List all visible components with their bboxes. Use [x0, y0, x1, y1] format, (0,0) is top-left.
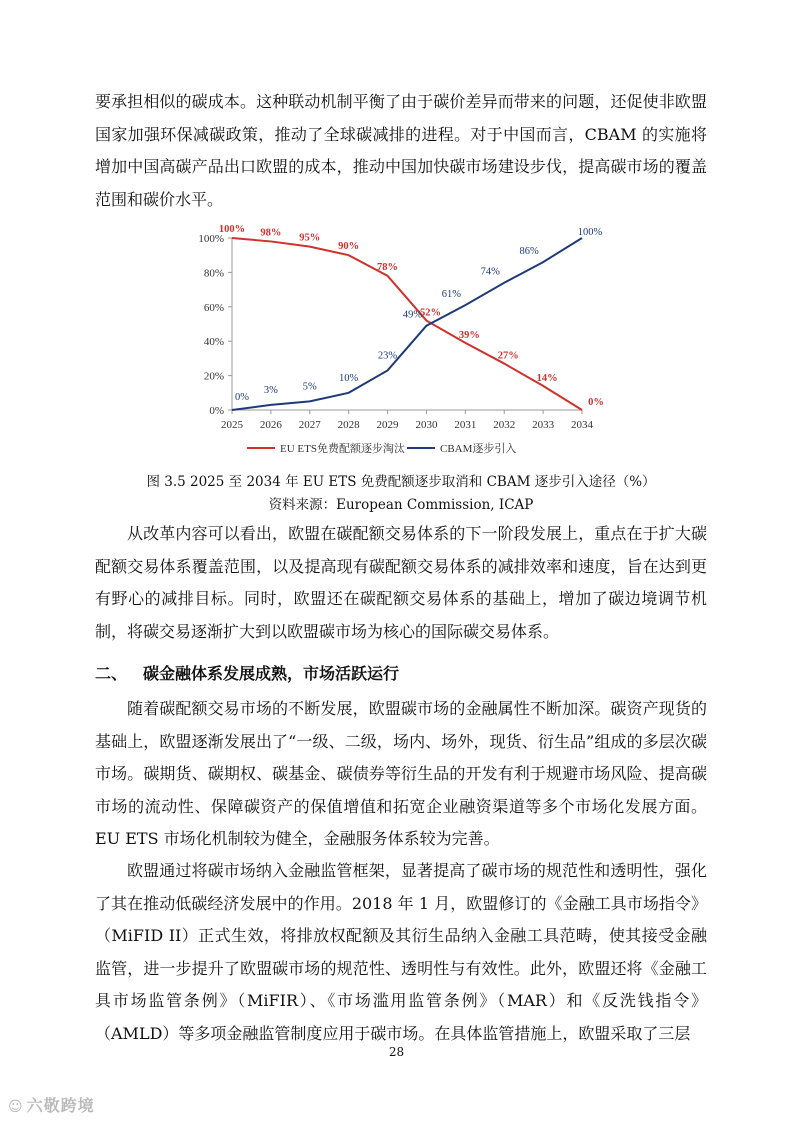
paragraph-2: 从改革内容可以看出，欧盟在碳配额交易体系的下一阶段发展上，重点在于扩大碳配额交易体系覆盖范围，以及提高现有碳配额交易体系的减排效率和速度，旨在达到更有野心的减排目标。同时，欧盟还在碳配额交易体系的基础上，增加了碳边境调节机制，将碳交易逐渐扩大到以欧盟碳市场为核心的国际碳交易体系。 [95, 524, 707, 641]
paragraph-4: 欧盟通过将碳市场纳入金融监管框架，显著提高了碳市场的规范性和透明性，强化了其在推动低碳经济发展中的作用。2018 年 1 月，欧盟修订的《金融工具市场指令》（MiFID II）正式生效，将排放权配额及其衍生品纳入金融工具范畴，使其接受金融监管，进一步提升了欧盟碳市场的规范性、透明性与有效性。此外，欧盟还将《金融工具市场监管条例》（MiFIR）、《市场滥用监管条例》（MAR）和《反洗钱指令》（AMLD）等多项金融监管制度应用于碳市场。在具体监管措施上，欧盟采取了三层 [95, 861, 707, 1043]
data-label: 3% [263, 384, 278, 396]
section-title: 碳金融体系发展成熟，市场活跃运行 [143, 664, 400, 683]
x-tick-label: 2032 [493, 419, 516, 431]
section-number: 二、 [95, 664, 128, 683]
paragraph-3: 随着碳配额交易市场的不断发展，欧盟碳市场的金融属性不断加深。碳资产现货的基础上，欧盟逐渐发展出了“一级、二级，场内、场外，现货、衍生品”组成的多层次碳市场。碳期货、碳期权、碳基金、碳债券等衍生品的开发有利于规避市场风险、提高碳市场的流动性、保障碳资产的保值增值和拓宽企业融资渠道等多个市场化发展方面。EU ETS 市场化机制较为健全，金融服务体系较为完善。 [95, 699, 707, 848]
data-label: 74% [480, 266, 500, 278]
data-label: 10% [339, 372, 359, 384]
data-label: 78% [377, 261, 399, 273]
data-label: 0% [588, 397, 604, 408]
section-heading [95, 661, 399, 684]
data-label: 61% [441, 289, 461, 301]
figure-source: 资料来源：European Commission, ICAP [268, 497, 534, 513]
y-tick-label: 0% [209, 405, 224, 417]
data-label: 23% [377, 350, 398, 362]
series-line-cbam [232, 238, 582, 410]
chart-axes [232, 238, 582, 410]
data-label: 100% [577, 227, 603, 238]
data-label: 0% [235, 392, 249, 403]
data-label: 49% [402, 309, 423, 321]
data-label: 39% [458, 329, 480, 341]
watermark-logo-icon: ☺ [8, 1099, 24, 1115]
data-label: 86% [519, 246, 539, 258]
data-label: 27% [497, 350, 519, 362]
figure-caption: 图 3.5 2025 至 2034 年 EU ETS 免费配额逐步取消和 CBAM 逐步引入途径（%） [146, 474, 656, 490]
data-label: 95% [299, 232, 321, 244]
y-tick-label: 60% [203, 301, 224, 314]
x-tick-label: 2033 [532, 419, 555, 431]
x-tick-label: 2031 [454, 419, 477, 431]
watermark [8, 1093, 95, 1116]
data-label: 100% [218, 224, 246, 235]
data-label: 52% [419, 307, 441, 319]
paragraph-1: 要承担相似的碳成本。这种联动机制平衡了由于碳价差异而带来的问题，还促使非欧盟国家加强环保减碳政策，推动了全球碳减排的进程。对于中国而言，CBAM 的实施将增加中国高碳产品出口欧盟的成本，推动中国加快碳市场建设步伐，提高碳市场的覆盖范围和碳价水平。 [95, 92, 707, 209]
x-tick-label: 2027 [298, 419, 321, 431]
y-tick-label: 100% [198, 233, 224, 245]
page-number: 28 [388, 1045, 405, 1059]
x-tick-label: 2034 [571, 419, 593, 431]
x-tick-label: 2025 [221, 419, 243, 431]
y-tick-label: 20% [203, 370, 224, 383]
y-tick-label: 40% [203, 336, 224, 349]
x-tick-label: 2029 [376, 419, 399, 431]
chart-legend [247, 441, 516, 455]
chart-series [232, 238, 582, 410]
legend-label: CBAM逐步引入 [440, 443, 517, 455]
watermark-text: 六敬跨境 [26, 1096, 95, 1115]
data-label: 14% [536, 372, 558, 384]
x-tick-label: 2028 [337, 419, 360, 431]
y-tick-label: 80% [203, 267, 224, 280]
series-line-eu-ets [232, 238, 582, 410]
x-tick-label: 2030 [415, 419, 438, 431]
chart [185, 218, 615, 463]
data-label: 98% [260, 227, 282, 239]
data-label: 90% [338, 241, 360, 253]
chart-labels [219, 224, 604, 408]
x-tick-label: 2026 [259, 419, 282, 431]
data-label: 5% [302, 381, 317, 393]
legend-label: EU ETS免费配额逐步淘汰 [280, 443, 405, 455]
